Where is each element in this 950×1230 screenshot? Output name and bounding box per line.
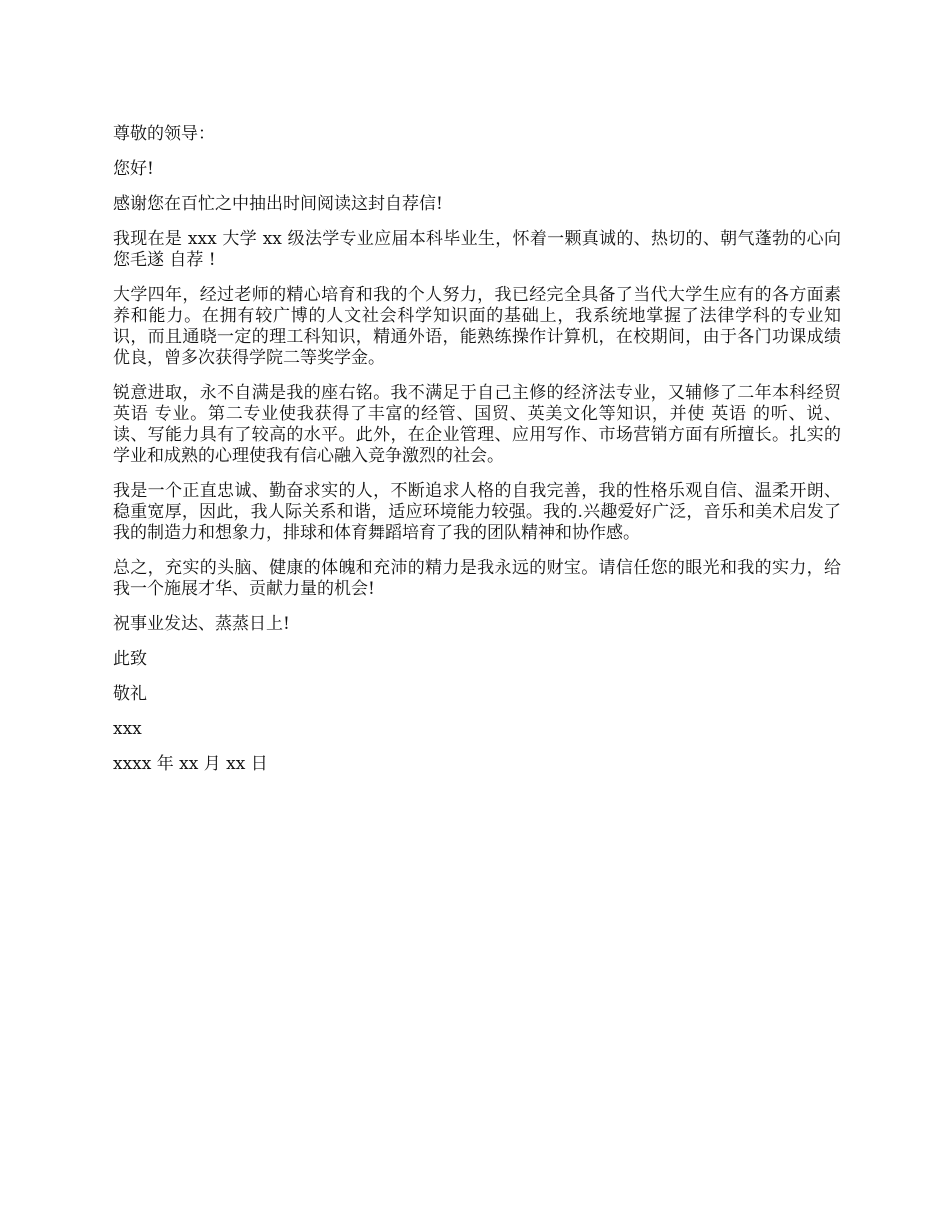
signature: xxx <box>113 719 142 739</box>
motto-paragraph: 锐意进取，永不自满是我的座右铭。我不满足于自己主修的经济法专业，又辅修了二年本科经贸 英语 专业。第二专业使我获得了丰富的经管、国贸、英美文化等知识，并使 英语 的听、说、读、写能力具有了较高的水平。此外，在企业管理、应用写作、市场营销方面有所擅长。扎实的学业和成熟的心理使我有信心融入竞争激烈的社会。 <box>113 383 841 466</box>
education-paragraph: 大学四年，经过老师的精心培育和我的个人努力，我已经完全具备了当代大学生应有的各方面素养和能力。在拥有较广博的人文社会科学知识面的基础上，我系统地掌握了法律学科的专业知识，而且通晓一定的理工科知识，精通外语，能熟练操作计算机，在校期间，由于各门功课成绩优良，曾多次获得学院二等奖学金。 <box>113 285 841 368</box>
letter-body <box>113 124 841 789</box>
summary-paragraph: 总之，充实的头脑、健康的体魄和充沛的精力是我永远的财宝。请信任您的眼光和我的实力，给我一个施展才华、贡献力量的机会! <box>113 558 841 599</box>
personality-paragraph: 我是一个正直忠诚、勤奋求实的人，不断追求人格的自我完善，我的性格乐观自信、温柔开朗、稳重宽厚，因此，我人际关系和谐，适应环境能力较强。我的.兴趣爱好广泛，音乐和美术启发了我的制造力和想象力，排球和体育舞蹈培育了我的团队精神和协作感。 <box>113 481 841 543</box>
closing-line: 此致 <box>113 649 147 669</box>
wish-line: 祝事业发达、蒸蒸日上! <box>113 614 290 634</box>
date-line: xxxx 年 xx 月 xx 日 <box>113 754 268 774</box>
regards-line: 敬礼 <box>113 684 147 704</box>
thanks-line: 感谢您在百忙之中抽出时间阅读这封自荐信! <box>113 194 443 214</box>
salutation: 尊敬的领导： <box>113 124 215 144</box>
intro-paragraph: 我现在是 xxx 大学 xx 级法学专业应届本科毕业生，怀着一颗真诚的、热切的、朝气蓬勃的心向您毛遂 自荐 ! <box>113 229 841 270</box>
greeting: 您好! <box>113 159 154 179</box>
